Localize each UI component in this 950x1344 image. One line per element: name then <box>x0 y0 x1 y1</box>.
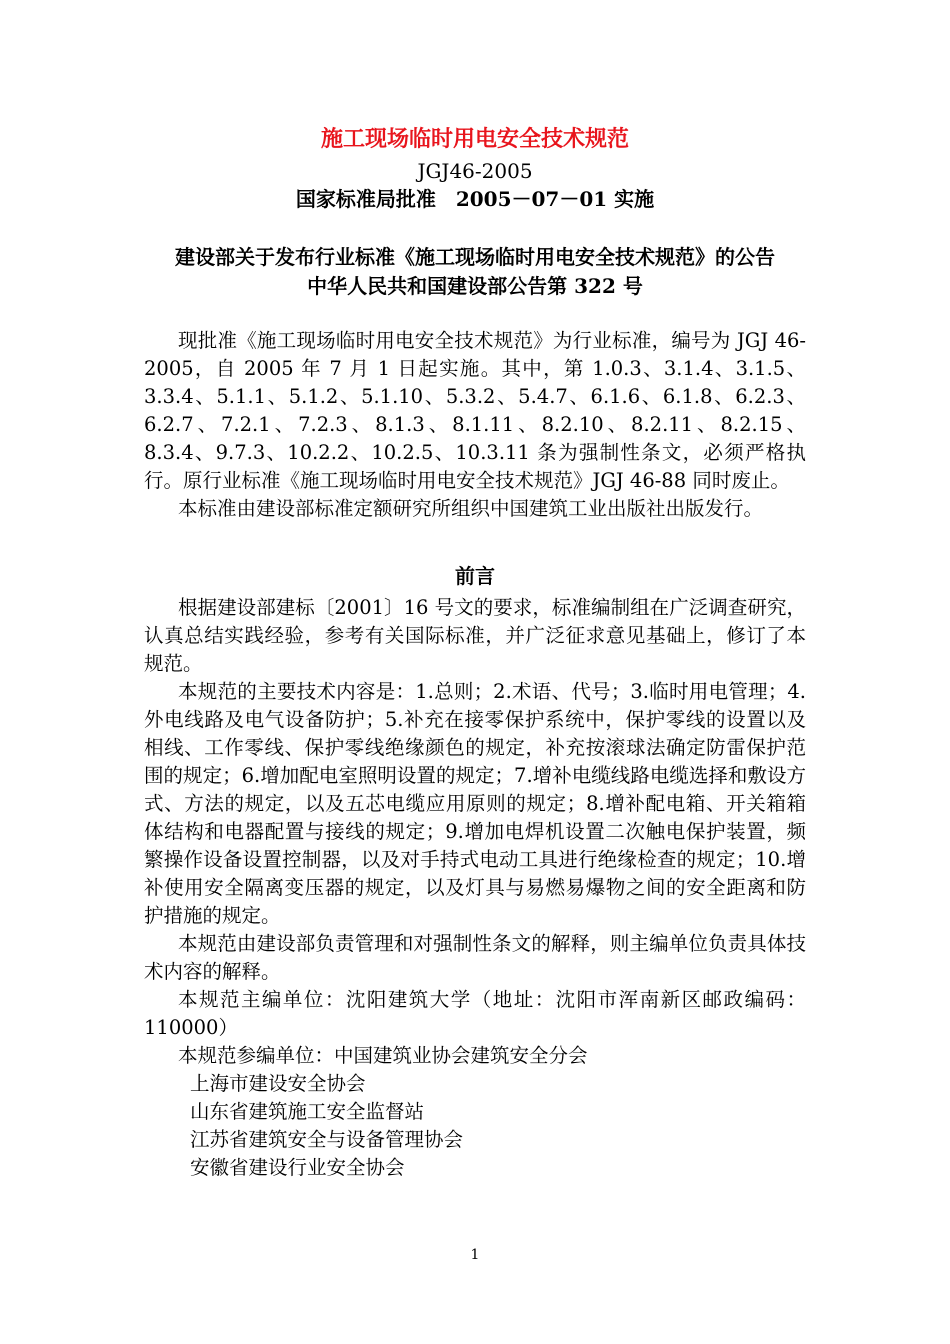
announcement-body <box>144 327 806 523</box>
participant-item: 江苏省建筑安全与设备管理协会 <box>190 1128 464 1151</box>
preface-title: 前言 <box>455 564 495 588</box>
document-title: 施工现场临时用电安全技术规范 <box>320 126 629 152</box>
standard-code: JGJ46-2005 <box>417 159 533 183</box>
participant-item: 上海市建设安全协会 <box>190 1072 366 1095</box>
preface-paragraph: 本规范由建设部负责管理和对强制性条文的解释，则主编单位负责具体技术内容的解释。 <box>144 932 806 983</box>
preface-paragraph: 根据建设部建标〔2001〕16 号文的要求，标准编制组在广泛调查研究，认真总结实践经验，参考有关国际标准，并广泛征求意见基础上，修订了本规范。 <box>144 596 806 675</box>
page-number: 1 <box>470 1247 480 1263</box>
participant-item: 安徽省建设行业安全协会 <box>190 1156 405 1179</box>
announcement-number: 中华人民共和国建设部公告第 322 号 <box>307 274 643 298</box>
participants-label: 本规范参编单位：中国建筑业协会建筑安全分会 <box>178 1044 588 1067</box>
announcement-paragraph: 本标准由建设部标准定额研究所组织中国建筑工业出版社出版发行。 <box>178 497 764 520</box>
preface-body <box>144 594 806 1182</box>
announcement-title: 建设部关于发布行业标准《施工现场临时用电安全技术规范》的公告 <box>175 245 775 269</box>
approval-line: 国家标准局批准 2005－07－01 实施 <box>295 187 655 211</box>
participant-item: 山东省建筑施工安全监督站 <box>190 1100 425 1123</box>
preface-paragraph: 本规范的主要技术内容是：1.总则；2.术语、代号；3.临时用电管理；4.外电线路及电气设备防护；5.补充在接零保护系统中，保护零线的设置以及相线、工作零线、保护零线绝缘颜色的规定，补充按滚球法确定防雷保护范围的规定；6.增加配电室照明设置的规定；7.增补电缆线路电缆选择和敷设方式、方法的规定，以及五芯电缆应用原则的规定；8.增补配电箱、开关箱箱体结构和电器配置与接线的规定；9.增加电焊机设置二次触电保护装置，频繁操作设备设置控制器，以及对手持式电动工具进行绝缘检查的规定；10.增补使用安全隔离变压器的规定，以及灯具与易燃易爆物之间的安全距离和防护措施的规定。 <box>144 680 806 927</box>
preface-paragraph: 本规范主编单位：沈阳建筑大学（地址：沈阳市浑南新区邮政编码：110000） <box>144 988 806 1039</box>
announcement-paragraph: 现批准《施工现场临时用电安全技术规范》为行业标准，编号为 JGJ 46-2005，自 2005 年 7 月 1 日起实施。其中，第 1.0.3、3.1.4、3.1.5、3.3.4、5.1.1、5.1.2、5.1.10、5.3.2、5.4.7、6.1.6、6.1.8、6.2.3、6.2.7、7.2.1、7.2.3、8.1.3、8.1.11、8.2.10、8.2.11、8.2.15、8.3.4、9.7.3、10.2.2、10.2.5、10.3.11 条为强制性条文，必须严格执行。原行业标准《施工现场临时用电安全技术规范》JGJ 46-88 同时废止。 <box>144 329 806 492</box>
